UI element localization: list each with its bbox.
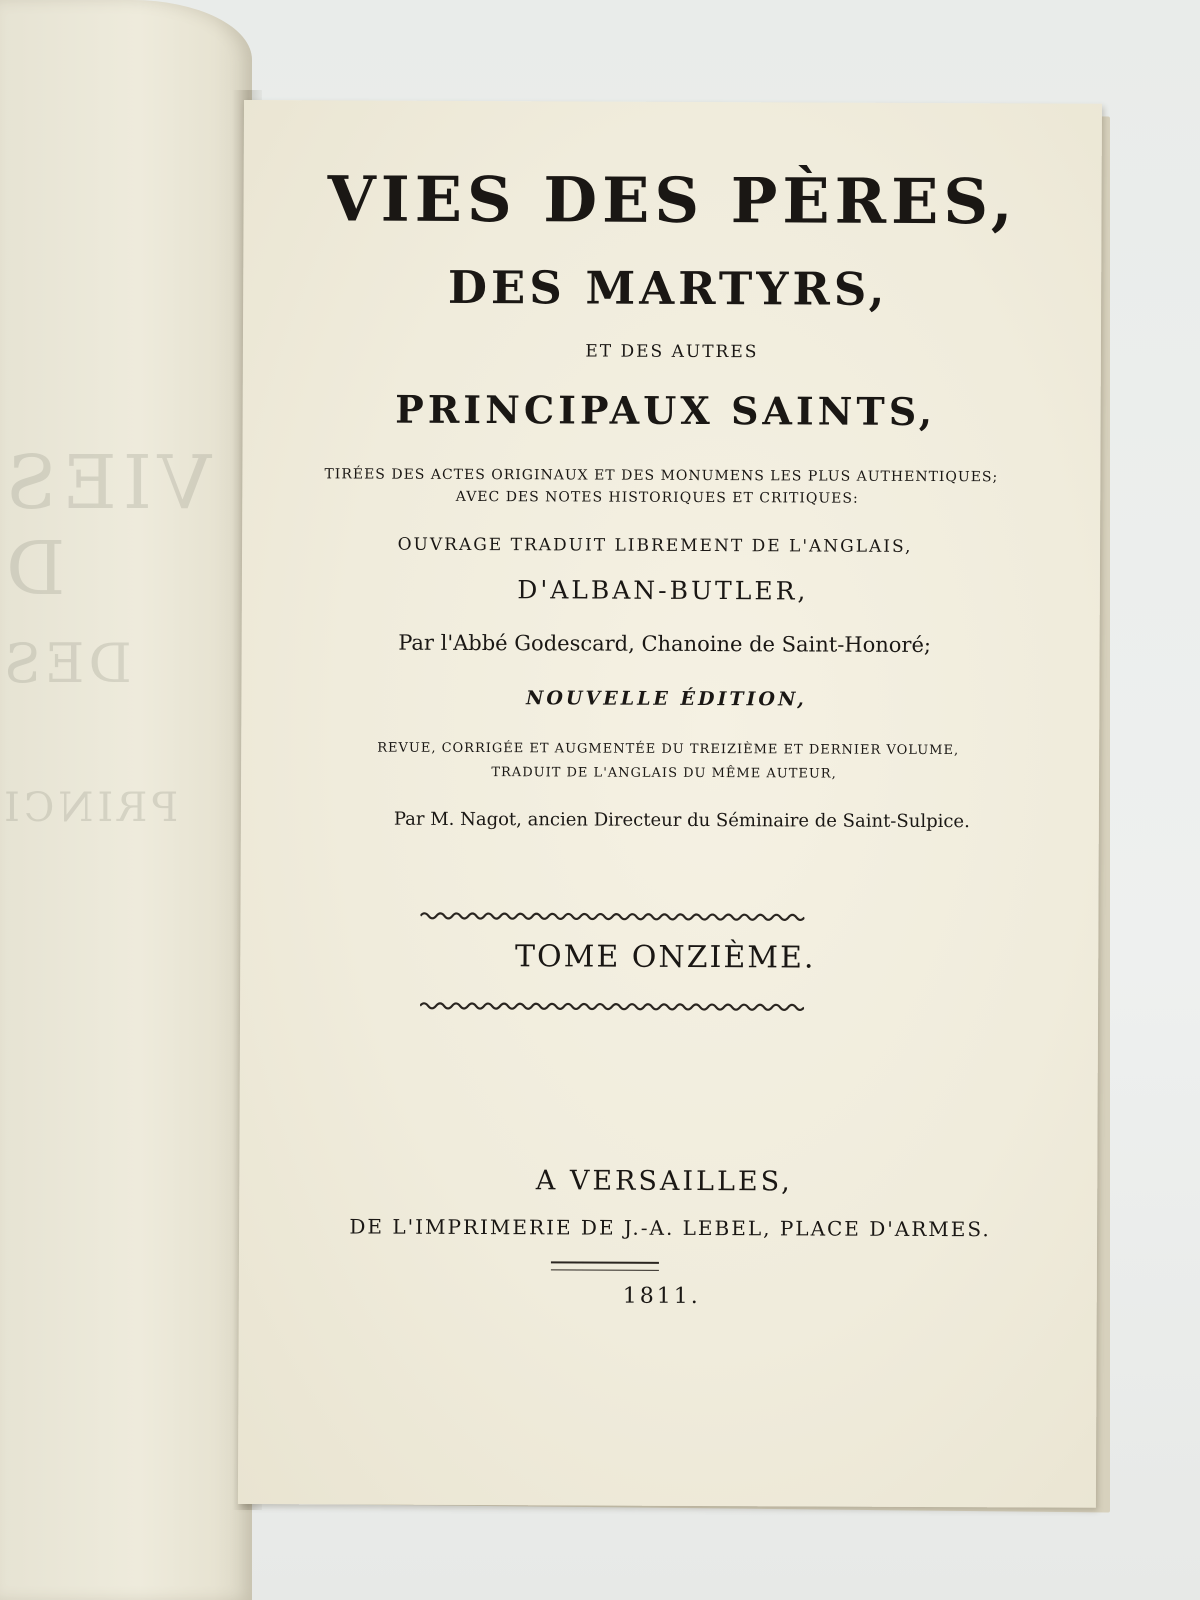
ornament-rule-bottom bbox=[420, 1001, 804, 1013]
double-rule bbox=[551, 1261, 659, 1270]
edition-line: NOUVELLE ÉDITION, bbox=[525, 687, 807, 711]
translation-line: OUVRAGE TRADUIT LIBREMENT DE L'ANGLAIS, bbox=[397, 534, 913, 557]
title-page bbox=[238, 100, 1102, 1508]
revision-line-1: REVUE, CORRIGÉE ET AUGMENTÉE DU TREIZIÈME ET DERNIER VOLUME, bbox=[377, 740, 960, 759]
imprint-place: A VERSAILLES, bbox=[535, 1165, 793, 1198]
title-line-1: VIES DES PÈRES, bbox=[327, 162, 1018, 239]
author-name: D'ALBAN-BUTLER, bbox=[517, 575, 809, 606]
subtitle-line-2: AVEC DES NOTES HISTORIQUES ET CRITIQUES: bbox=[455, 488, 859, 507]
imprint-printer: DE L'IMPRIMERIE DE J.-A. LEBEL, PLACE D'ARMES. bbox=[349, 1214, 991, 1242]
volume-label: TOME ONZIÈME. bbox=[515, 939, 816, 976]
show-through-text: VIES D DES PRINCI bbox=[0, 440, 212, 831]
revision-line-2: TRADUIT DE L'ANGLAIS DU MÊME AUTEUR, bbox=[491, 765, 837, 782]
imprint-year: 1811. bbox=[622, 1283, 701, 1310]
ornament-rule-top bbox=[420, 911, 804, 923]
left-facing-page bbox=[0, 0, 252, 1600]
translator-line: Par l'Abbé Godescard, Chanoine de Saint-Honoré; bbox=[398, 630, 932, 658]
title-line-4: PRINCIPAUX SAINTS, bbox=[395, 386, 937, 435]
title-line-3: ET DES AUTRES bbox=[585, 341, 759, 363]
title-line-2: DES MARTYRS, bbox=[447, 260, 889, 316]
subtitle-line-1: TIRÉES DES ACTES ORIGINAUX ET DES MONUMENS LES PLUS AUTHENTIQUES; bbox=[324, 466, 999, 486]
editor-line: Par M. Nagot, ancien Directeur du Séminaire de Saint-Sulpice. bbox=[393, 808, 970, 833]
